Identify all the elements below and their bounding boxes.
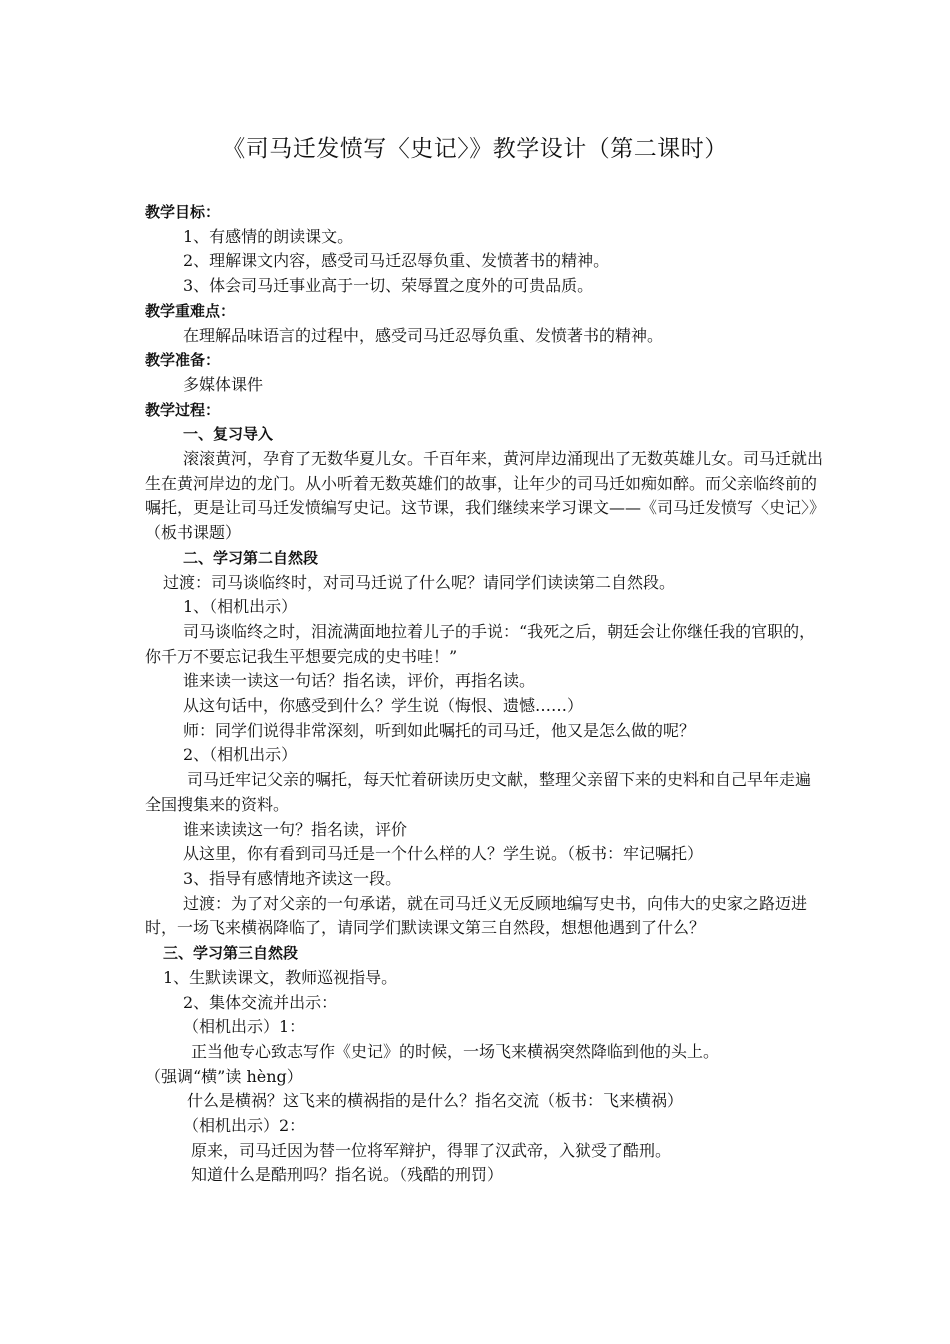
section2-transition2: 过渡：为了对父亲的一句承诺，就在司马迁义无反顾地编写史书，向伟大的史家之路迈进时，一场飞来横祸降临了，请同学们默读课文第三自然段，想想他遇到了什么？ <box>145 893 808 938</box>
section3-ask2: 知道什么是酷刑吗？指名说。（残酷的刑罚） <box>191 1165 504 1185</box>
section3-quote1: 正当他专心致志写作《史记》的时候，一场飞来横祸突然降临到他的头上。 <box>191 1041 720 1061</box>
process-heading: 教学过程： <box>145 400 221 419</box>
section1-paragraph: 滚滚黄河，孕育了无数华夏儿女。千百年来，黄河岸边涌现出了无数英雄儿女。司马迁就出生在黄河岸边的龙门。从小听着无数英雄们的故事，让年少的司马迁如痴如醉。而父亲临终前的嘱托，更是让司马迁发愤编写史记。这节课，我们继续来学习课文——《司马迁发愤写〈史记〉》（板书课题） <box>145 449 826 543</box>
section2-item2-label: 2、（相机出示） <box>183 745 298 765</box>
section2-ask4: 从这里，你有看到司马迁是一个什么样的人？学生说。（板书：牢记嘱托） <box>183 844 704 864</box>
preparation-heading: 教学准备： <box>145 351 221 370</box>
section1-heading: 一、复习导入 <box>183 425 274 444</box>
section2-item1-label: 1、（相机出示） <box>183 597 298 617</box>
section2-teacher1: 师：同学们说得非常深刻，听到如此嘱托的司马迁，他又是怎么做的呢？ <box>183 720 696 740</box>
section2-heading: 二、学习第二自然段 <box>183 548 319 567</box>
section3-item1: 1、生默读课文，教师巡视指导。 <box>163 967 398 987</box>
preparation-text: 多媒体课件 <box>183 374 264 394</box>
section2-ask3: 谁来读读这一句？指名读，评价 <box>183 819 408 839</box>
section2-quote2: 司马迁牢记父亲的嘱托，每天忙着研读历史文献，整理父亲留下来的史料和自己早年走遍全国搜集来的资料。 <box>145 770 812 814</box>
section3-item2: 2、集体交流并出示： <box>183 992 338 1012</box>
objective-item: 3、体会司马迁事业高于一切、荣辱置之度外的可贵品质。 <box>183 276 594 296</box>
objective-item: 1、有感情的朗读课文。 <box>183 226 354 246</box>
section2-item3: 3、指导有感情地齐读这一段。 <box>183 868 402 888</box>
document-body <box>145 200 825 1188</box>
difficulty-text: 在理解品味语言的过程中，感受司马迁忍辱负重、发愤著书的精神。 <box>183 325 664 345</box>
section3-show2-label: （相机出示）2： <box>183 1116 306 1136</box>
objectives-heading: 教学目标： <box>145 203 221 221</box>
section2-quote1: 司马谈临终之时，泪流满面地拉着儿子的手说：“我死之后，朝廷会让你继任我的官职的，你千万不要忘记我生平想要完成的史书哇！” <box>145 621 816 666</box>
section3-quote2: 原来，司马迁因为替一位将军辩护，得罪了汉武帝，入狱受了酷刑。 <box>191 1140 672 1160</box>
section3-show1-label: （相机出示）1： <box>183 1017 306 1037</box>
section2-ask2: 从这句话中，你感受到什么？学生说（悔恨、遗憾……） <box>183 696 584 716</box>
section3-quote1-note: （强调“横”读 hèng） <box>145 1066 303 1086</box>
document-title: 《司马迁发愤写〈史记〉》教学设计（第二课时） <box>222 136 728 162</box>
difficulty-heading: 教学重难点： <box>145 301 236 320</box>
objective-item: 2、理解课文内容，感受司马迁忍辱负重、发愤著书的精神。 <box>183 251 610 271</box>
section2-transition: 过渡：司马谈临终时，对司马迁说了什么呢？请同学们读读第二自然段。 <box>163 572 676 592</box>
section3-heading: 三、学习第三自然段 <box>163 944 299 963</box>
section3-ask1: 什么是横祸？这飞来的横祸指的是什么？指名交流（板书：飞来横祸） <box>187 1091 684 1111</box>
section2-ask1: 谁来读一读这一句话？指名读，评价，再指名读。 <box>183 671 536 691</box>
